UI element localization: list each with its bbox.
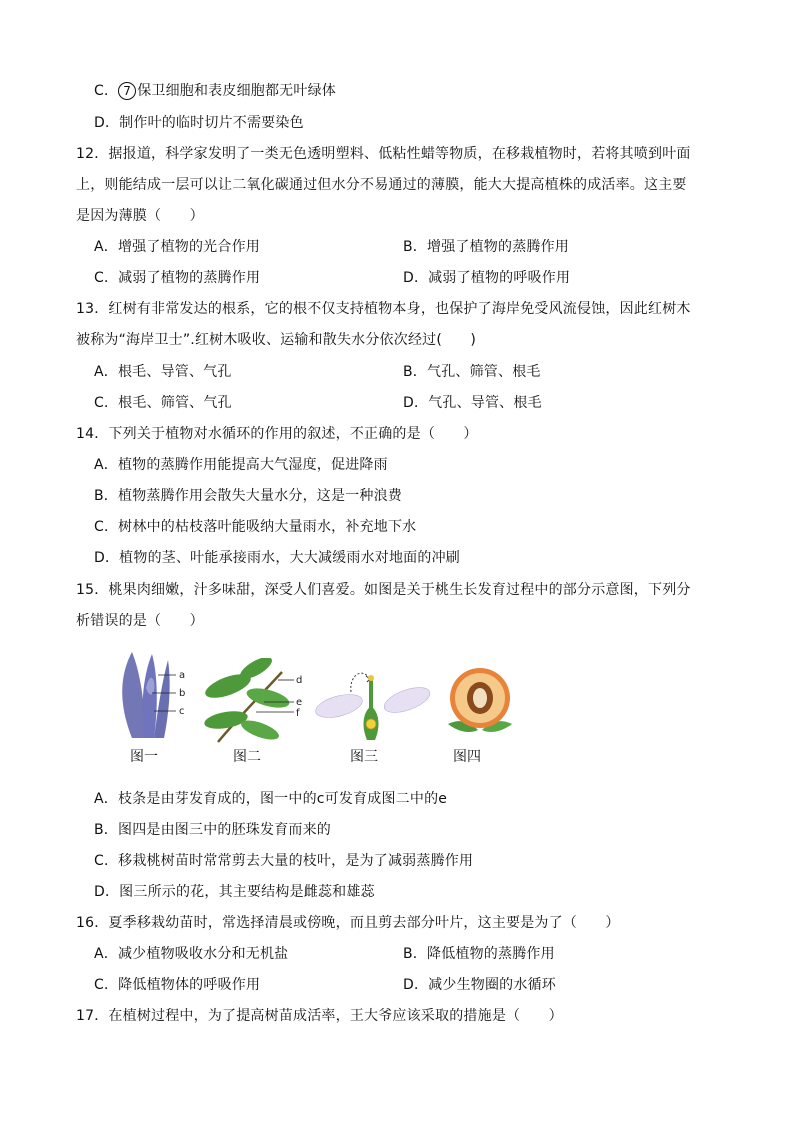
fig2-label-f: f (296, 708, 300, 719)
q14-option-b: B．植物蒸腾作用会散失大量水分，这是一种浪费 (94, 488, 403, 504)
q13-option-b: B．气孔、筛管、根毛 (403, 364, 541, 380)
q16-option-a: A．减少植物吸收水分和无机盐 (94, 946, 289, 962)
q16-option-b: B．降低植物的蒸腾作用 (403, 946, 555, 962)
q14-option-d: D．植物的茎、叶能承接雨水，大大减缓雨水对地面的冲刷 (94, 550, 460, 566)
q16-option-c: C．降低植物体的呼吸作用 (94, 977, 261, 993)
figure-caption-3: 图三 (350, 749, 378, 765)
q16-stem: 16．夏季移栽幼苗时，常选择清晨或傍晚，而且剪去部分叶片，这主要是为了（ ） (76, 915, 620, 931)
figure-caption-4: 图四 (453, 749, 481, 765)
q15-stem-line2: 析错误的是（ ） (76, 613, 204, 629)
q15-option-c: C．移栽桃树苗时常常剪去大量的枝叶，是为了减弱蒸腾作用 (94, 853, 474, 869)
q14-stem: 14．下列关于植物对水循环的作用的叙述，不正确的是（ ） (76, 426, 478, 442)
fig1-label-c: c (179, 706, 185, 717)
q14-option-c: C．树林中的枯枝落叶能吸纳大量雨水，补充地下水 (94, 519, 417, 535)
fig1-label-a: a (179, 670, 186, 681)
q15-option-a: A．枝条是由芽发育成的，图一中的c可发育成图二中的e (94, 791, 448, 807)
q13-option-c: C．根毛、筛管、气孔 (94, 395, 232, 411)
bud-outer-scale (122, 652, 146, 738)
q15-option-b: B．图四是由图三中的胚珠发育而来的 (94, 822, 332, 838)
q12-stem-line1: 12．据报道，科学家发明了一类无色透明塑料、低粘性蜡等物质，在移栽植物时，若将其喷到叶面 (76, 146, 691, 162)
q12-option-d: D．减弱了植物的呼吸作用 (403, 270, 571, 286)
q13-option-a: A．根毛、导管、气孔 (94, 364, 232, 380)
peach-illustration (440, 660, 520, 744)
fig1-label-b: b (179, 688, 186, 699)
bud-inner-scale (142, 654, 156, 738)
fig2-label-e: e (296, 697, 303, 708)
flower-illustration (315, 666, 435, 744)
q11-option-d: D．制作叶的临时切片不需要染色 (94, 115, 304, 131)
q13-option-d: D．气孔、导管、根毛 (403, 395, 542, 411)
leaf (203, 708, 249, 731)
figure-caption-2: 图二 (233, 749, 261, 765)
q16-option-d: D．减少生物圈的水循环 (403, 977, 556, 993)
q14-option-a: A．植物的蒸腾作用能提高大气湿度，促进降雨 (94, 457, 388, 473)
q12-option-b: B．增强了植物的蒸腾作用 (403, 239, 570, 255)
q12-option-a: A．增强了植物的光合作用 (94, 239, 260, 255)
petal-left (315, 690, 365, 722)
q15-stem-line1: 15．桃果肉细嫩，汁多味甜，深受人们喜爱。如图是关于桃生长发育过程中的部分示意图，下列分 (76, 582, 691, 598)
q11-option-c-prefix: C． (94, 83, 119, 99)
petal-right (381, 682, 433, 717)
q13-stem-line1: 13．红树有非常发达的根系，它的根不仅支持植物本身，也保护了海岸免受风流侵蚀，因此红树木 (76, 301, 691, 317)
circled-number-7: 7 (118, 82, 136, 100)
q17-stem: 17．在植树过程中，为了提高树苗成活率，王大爷应该采取的措施是（ ） (76, 1008, 563, 1024)
fig2-label-d: d (296, 675, 303, 686)
q15-option-d: D．图三所示的花，其主要结构是雌蕊和雄蕊 (94, 884, 375, 900)
branch-illustration (198, 658, 308, 744)
q12-stem-line3: 是因为薄膜（ ） (76, 208, 204, 224)
q13-stem-line2: 被称为“海岸卫士”.红树木吸收、运输和散失水分依次经过( ) (76, 332, 477, 348)
figure-caption-1: 图一 (130, 749, 158, 765)
ovule (366, 719, 376, 729)
q11-option-c (94, 81, 336, 101)
q12-option-c: C．减弱了植物的蒸腾作用 (94, 270, 261, 286)
q12-stem-line2: 上，则能结成一层可以让二氧化碳通过但水分不易通过的薄膜，能大大提高植株的成活率。这主要 (76, 177, 687, 193)
q11-option-c-text: 保卫细胞和表皮细胞都无叶绿体 (137, 83, 336, 99)
q15-figure (110, 646, 530, 766)
bud-illustration (110, 648, 200, 744)
